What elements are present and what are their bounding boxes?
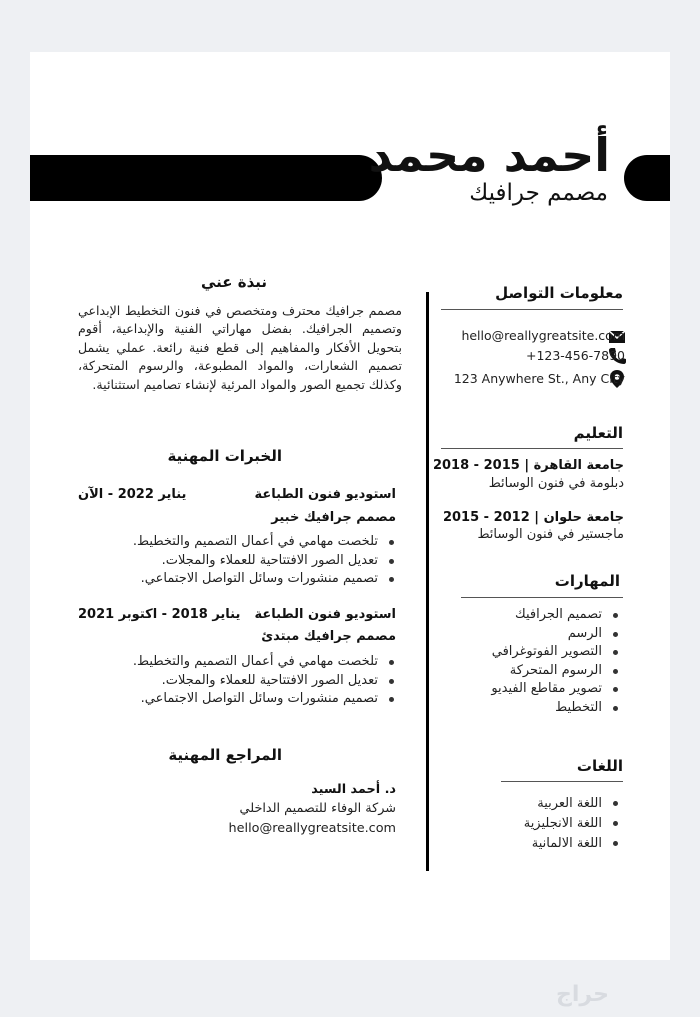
job-period: يناير 2022 - الآن <box>78 487 187 502</box>
about-heading: نبذة عني <box>200 273 267 291</box>
job-duties <box>133 653 396 709</box>
languages-list <box>524 794 620 854</box>
person-name: أحمد محمد <box>368 128 610 182</box>
watermark-logo: حراج <box>556 982 609 1007</box>
education-degree: دبلومة في فنون الوسائط <box>488 476 624 491</box>
skill-item: الرسم <box>491 625 620 644</box>
languages-heading: اللغات <box>576 757 623 775</box>
header-bar-right <box>624 155 670 201</box>
education-degree: ماجستير في فنون الوسائط <box>477 527 624 542</box>
job-company: استوديو فنون الطباعة <box>254 607 396 622</box>
job-duty-item: تعديل الصور الافتتاحية للعملاء والمجلات. <box>133 672 396 691</box>
education-heading: التعليم <box>573 424 623 442</box>
job-period: يناير 2018 - اكتوبر 2021 <box>78 607 241 622</box>
language-item: اللغة الانجليزية <box>524 814 620 834</box>
job-duty-item: تلخصت مهامي في أعمال التصميم والتخطيط. <box>133 533 396 552</box>
job-title: مصمم جرافيك <box>469 180 608 206</box>
job-role: مصمم جرافيك مبتدئ <box>261 629 396 644</box>
education-school: جامعة القاهرة | 2015 - 2018 <box>432 458 624 473</box>
skill-item: تصوير مقاطع الفيديو <box>491 680 620 699</box>
job-duties <box>133 533 396 589</box>
job-duty-item: تصميم منشورات وسائل التواصل الاجتماعي. <box>133 570 396 589</box>
reference-email[interactable]: hello@reallygreatsite.com <box>228 821 396 836</box>
skill-item: الرسوم المتحركة <box>491 662 620 681</box>
contact-email[interactable]: hello@reallygreatsite.com <box>461 328 625 343</box>
job-duty-item: تصميم منشورات وسائل التواصل الاجتماعي. <box>133 690 396 709</box>
header-bar-left <box>30 155 382 201</box>
column-divider <box>426 292 429 871</box>
skill-item: التخطيط <box>491 699 620 718</box>
contact-heading: معلومات التواصل <box>495 284 623 302</box>
education-school: جامعة حلوان | 2012 - 2015 <box>442 510 624 525</box>
language-item: اللغة الالمانية <box>524 834 620 854</box>
skill-item: التصوير الفوتوغرافي <box>491 643 620 662</box>
skill-item: تصميم الجرافيك <box>491 606 620 625</box>
contact-address: 123 Anywhere St., Any City <box>453 371 625 386</box>
skills-heading: المهارات <box>554 572 620 590</box>
reference-company: شركة الوفاء للتصميم الداخلي <box>239 801 396 816</box>
job-company: استوديو فنون الطباعة <box>254 487 396 502</box>
experience-heading: الخبرات المهنية <box>167 447 282 465</box>
job-role: مصمم جرافيك خبير <box>271 510 396 525</box>
job-duty-item: تلخصت مهامي في أعمال التصميم والتخطيط. <box>133 653 396 672</box>
education-rule <box>441 448 623 449</box>
job-duty-item: تعديل الصور الافتتاحية للعملاء والمجلات. <box>133 552 396 571</box>
languages-rule <box>501 781 623 782</box>
contact-rule <box>441 309 623 310</box>
skills-rule <box>461 597 623 598</box>
about-text: مصمم جرافيك محترف ومتخصص في فنون التخطيط الإبداعي وتصميم الجرافيك. بفضل مهاراتي الفنية والإبداعية، أقوم بتحويل الأفكار والمفاهيم إلى قطع فنية رائعة. عملي يشمل تصميم الشعارات، والمواد المطبوعة، والرسوم المتحركة، وكذلك تجميع الصور والمواد المرئية لإنشاء تصاميم استثنائية. <box>78 303 402 392</box>
language-item: اللغة العربية <box>524 794 620 814</box>
skills-list <box>491 606 620 717</box>
reference-name: د. أحمد السيد <box>311 782 396 797</box>
references-heading: المراجع المهنية <box>168 746 282 764</box>
contact-phone[interactable]: +123-456-7890 <box>525 348 625 363</box>
